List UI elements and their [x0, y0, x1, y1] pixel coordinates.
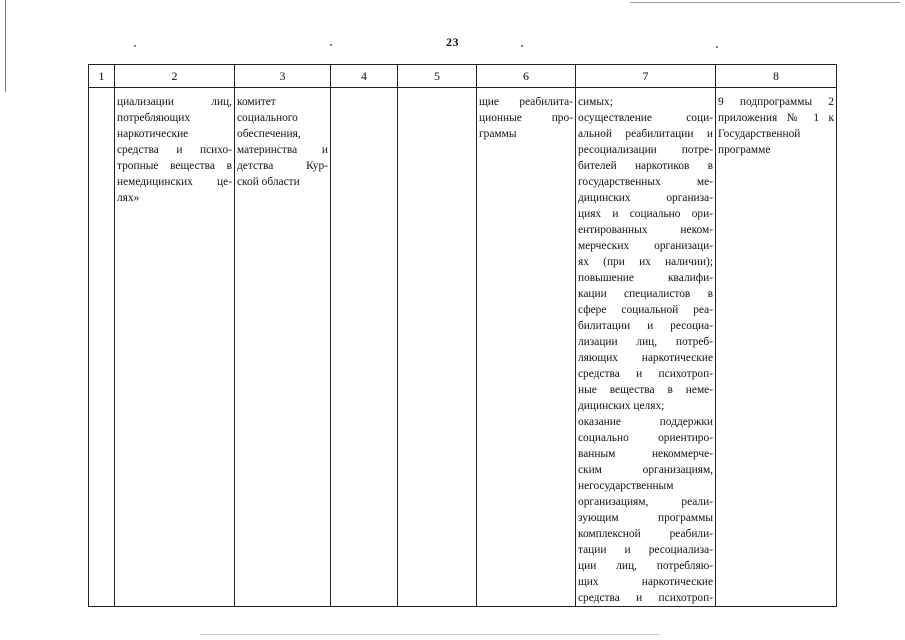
cell-text-line: дицинских организа- [578, 192, 713, 204]
column-header-1: 1 [89, 65, 115, 88]
cell-text-line: средства и психотроп- [578, 592, 713, 604]
column-header-7: 7 [576, 65, 716, 88]
column-header-5: 5 [398, 65, 477, 88]
cell-text-line: детства Кур- [237, 160, 328, 172]
cell-text-line: повышение квалифи- [578, 272, 713, 284]
cell-text-line: дицинских целях; [578, 400, 665, 412]
cell-col2 [115, 88, 235, 607]
cell-text-line: билитации и ресоциа- [578, 320, 713, 332]
cell-col8 [716, 88, 837, 607]
cell-text-line: комплексной реабили- [578, 528, 713, 540]
column-header-8: 8 [716, 65, 837, 88]
page-number: 23 [446, 35, 459, 49]
cell-text-line: программе [718, 144, 771, 156]
cell-text-line: социального [237, 112, 298, 124]
cell-text-line: средства и психотроп- [578, 368, 713, 380]
cell-text-line: ской области [237, 176, 300, 188]
cell-text-line: Государственной [718, 128, 801, 140]
cell-text-line: бителей наркотиков в [578, 160, 713, 172]
cell-text-line: социально ориентиро- [578, 432, 713, 444]
column-header-4: 4 [331, 65, 398, 88]
cell-text-line: лях» [117, 192, 140, 204]
cell-text-line: сфере социальной реа- [578, 304, 713, 316]
cell-text-line: комитет [237, 96, 276, 108]
cell-col7 [576, 88, 716, 607]
cell-text-line: государственных ме- [578, 176, 713, 188]
cell-text-line: циализации лиц, [117, 96, 232, 108]
cell-text-line: ентированных неком- [578, 224, 713, 236]
cell-col3 [235, 88, 331, 607]
cell-text-line: средства и психо- [117, 144, 232, 156]
cell-text-line: приложения № 1 к [718, 112, 834, 124]
cell-text-line: ляющих наркотические [578, 352, 713, 364]
cell-text-line: обеспечения, [237, 128, 301, 140]
cell-col6 [477, 88, 576, 607]
cell-text-line: ях (при их наличии); [578, 256, 713, 268]
cell-text-line: зующим программы [578, 512, 713, 524]
cell-text-line: щие реабилита- [479, 96, 573, 108]
table-row [89, 88, 837, 607]
cell-col4 [331, 88, 398, 607]
cell-text-line: мерческих организаци- [578, 240, 713, 252]
cell-text-line: наркотические [117, 128, 189, 140]
cell-text-line: симых; [578, 96, 613, 108]
cell-text-line: тации и ресоциализа- [578, 544, 713, 556]
cell-text-line: ционные про- [479, 112, 573, 124]
cell-text-line: щих наркотические [578, 576, 713, 588]
cell-text-line: негосударственным [578, 480, 674, 492]
cell-text-line: немедицинских це- [117, 176, 232, 188]
cell-text-line: альной реабилитации и [578, 128, 713, 140]
cell-text-line: ским организациям, [578, 464, 713, 476]
cell-text-line: осуществление соци- [578, 112, 713, 124]
cell-col1 [89, 88, 115, 607]
document-table [88, 64, 837, 607]
cell-text-line: 9 подпрограммы 2 [718, 96, 834, 108]
column-header-6: 6 [477, 65, 576, 88]
scan-artifact-top-line [630, 2, 900, 3]
table-header-row [89, 65, 837, 88]
column-header-2: 2 [115, 65, 235, 88]
cell-text-line: тропные вещества в [117, 160, 232, 172]
cell-text-line: потребляющих [117, 112, 191, 124]
cell-text-line: граммы [479, 128, 517, 140]
cell-text-line: оказание поддержки [578, 416, 713, 428]
cell-text-line: лизации лиц, потреб- [578, 336, 713, 348]
cell-text-line: организациям, реали- [578, 496, 713, 508]
cell-text-line: ванным некоммерче- [578, 448, 713, 460]
scan-artifact-bottom-line [200, 634, 660, 635]
cell-col5 [398, 88, 477, 607]
cell-text-line: циях и социально ори- [578, 208, 713, 220]
column-header-3: 3 [235, 65, 331, 88]
cell-text-line: ресоциализации потре- [578, 144, 713, 156]
cell-text-line: кации специалистов в [578, 288, 713, 300]
cell-text-line: ции лиц, потребляю- [578, 560, 713, 572]
cell-text-line: ные вещества в неме- [578, 384, 713, 396]
cell-text-line: материнства и [237, 144, 328, 156]
